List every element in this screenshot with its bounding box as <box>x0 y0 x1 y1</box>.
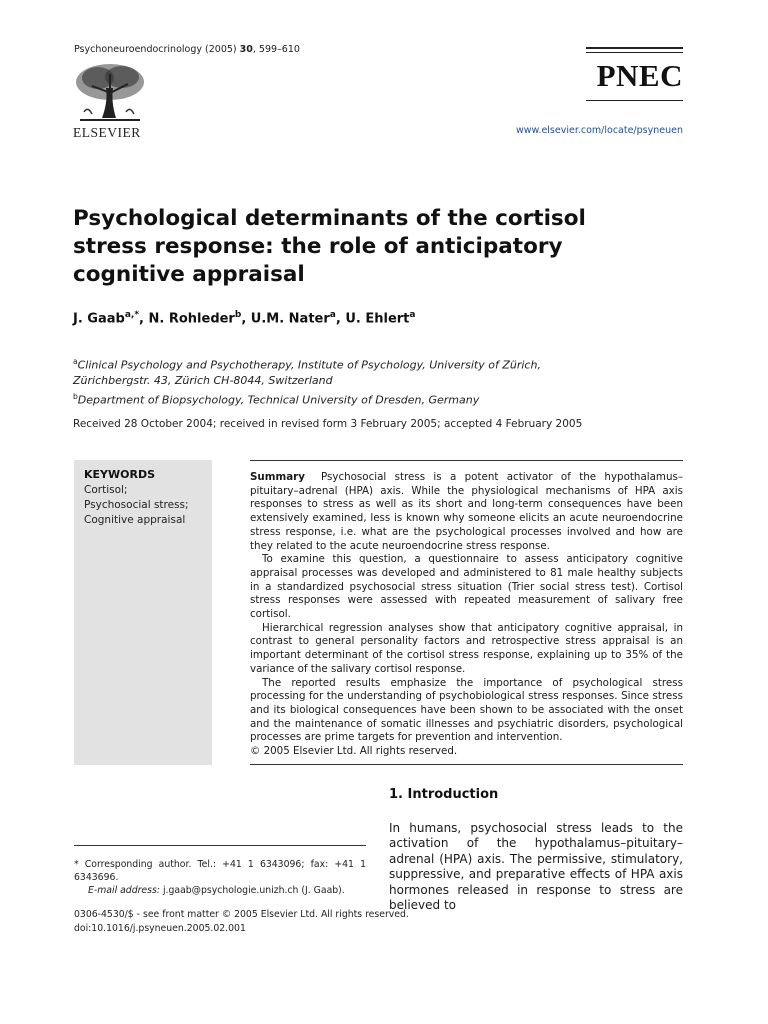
author-sup: b <box>234 310 242 320</box>
author-sup: a <box>329 310 336 320</box>
corresponding-author-note: * Corresponding author. Tel.: +41 1 6343096; fax: +41 1 6343696. <box>74 859 366 883</box>
elsevier-tree-logo <box>72 62 148 128</box>
author-sup: a,* <box>124 310 140 320</box>
journal-abbreviation: PNEC <box>596 58 683 93</box>
journal-citation <box>74 44 300 55</box>
issn-line: 0306-4530/$ - see front matter © 2005 Elsevier Ltd. All rights reserved. <box>74 909 409 920</box>
affiliation-b-text: Department of Biopsychology, Technical University of Dresden, Germany <box>77 393 480 407</box>
affiliation-a-line1: Clinical Psychology and Psychotherapy, Institute of Psychology, University of Zürich, <box>77 358 541 372</box>
abstract-paragraph: To examine this question, a questionnaire to assess anticipatory cognitive appraisal processes was developed and administered to 81 male healthy subjects in a standardized psychosocial stress situation (Trier social stress test). Cortisol stress responses were assessed with repeated measurement of salivary free cortisol. <box>250 553 683 621</box>
citation-pages: , 599–610 <box>252 44 300 55</box>
front-matter-info <box>74 908 409 936</box>
section-heading: 1. Introduction <box>389 787 499 802</box>
abstract-paragraph <box>250 471 683 553</box>
citation-volume: 30 <box>239 44 253 55</box>
keyword-item: Psychosocial stress; <box>84 499 189 511</box>
keywords-heading: KEYWORDS <box>84 468 156 481</box>
email-address-link[interactable]: j.gaab@psychologie.unizh.ch (J. Gaab). <box>162 885 345 896</box>
author-sup: a <box>409 310 416 320</box>
journal-url-link[interactable]: www.elsevier.com/locate/psyneuen <box>515 125 683 136</box>
affiliation-a-sup: a <box>73 357 78 366</box>
author-name: N. Rohleder <box>148 311 235 327</box>
summary-label: Summary <box>250 471 305 483</box>
keyword-item: Cortisol; <box>84 484 128 496</box>
author-name: U.M. Nater <box>250 311 330 327</box>
affiliations <box>73 354 673 408</box>
article-title: Psychological determinants of the cortisol stress response: the role of anticipatory cognitive appraisal <box>73 206 586 287</box>
journal-rule-top <box>586 47 683 49</box>
footnote-rule <box>74 845 366 846</box>
email-line <box>74 884 366 897</box>
abstract-p1: Psychosocial stress is a potent activator of the hypothalamus–pituitary–adrenal (HPA) axis. While the physiological mechanisms of HPA axis responses to stress as well as its short and long-term consequences have been extensively examined, less is known why someone elicits an acute neuroendocrine stress response, i.e. what are the psychological processes involved and how are they related to the acute neuroendocrine stress response. <box>250 471 683 552</box>
abstract <box>250 471 683 759</box>
abstract-rule-top <box>250 460 683 461</box>
received-dates: Received 28 October 2004; received in revised form 3 February 2005; accepted 4 February 2005 <box>73 418 583 430</box>
journal-rule-bottom <box>586 100 683 101</box>
footnote <box>74 858 366 897</box>
abstract-copyright: © 2005 Elsevier Ltd. All rights reserved. <box>250 745 458 758</box>
abstract-rule-bottom <box>250 764 683 765</box>
author-name: J. Gaab <box>73 311 125 327</box>
introduction-text: In humans, psychosocial stress leads to the activation of the hypothalamus–pituitary–adrenal (HPA) axis. The permissive, stimulatory, suppressive, and preparative effects of HPA axis hormones released in response to stress are believed to <box>389 821 683 913</box>
author-list: J. Gaab$^{a,*}$, N. Rohleder$^b$, U.M. Nater$^a$, U. Ehlert$^a$ <box>73 310 416 327</box>
citation-journal: Psychoneuroendocrinology (2005) <box>74 44 237 55</box>
journal-rule-top-thin <box>586 52 683 53</box>
email-label: E-mail address: <box>88 885 160 896</box>
affiliation-a-address: Zürichbergstr. 43, Zürich CH-8044, Switzerland <box>73 374 333 388</box>
doi-line[interactable]: doi:10.1016/j.psyneuen.2005.02.001 <box>74 923 246 934</box>
keyword-item: Cognitive appraisal <box>84 514 186 526</box>
abstract-paragraph: The reported results emphasize the importance of psychological stress processing for the understanding of psychobiological stress responses. Since stress and its biological consequences have been shown to be associated with the onset and the maintenance of somatic illnesses and psychiatric disorders, psychological processes are prime targets for prevention and intervention. <box>250 676 683 744</box>
author-name: U. Ehlert <box>345 311 410 327</box>
publisher-name: ELSEVIER <box>73 125 141 140</box>
abstract-paragraph: Hierarchical regression analyses show that anticipatory cognitive appraisal, in contrast to general personality factors and retrospective stress appraisal is an important determinant of the cortisol stress response, explaining up to 35% of the variance of the salivary cortisol response. <box>250 621 683 675</box>
affiliation-a <box>73 354 673 373</box>
affiliation-b <box>73 389 673 408</box>
affiliation-b-sup: b <box>73 391 78 401</box>
